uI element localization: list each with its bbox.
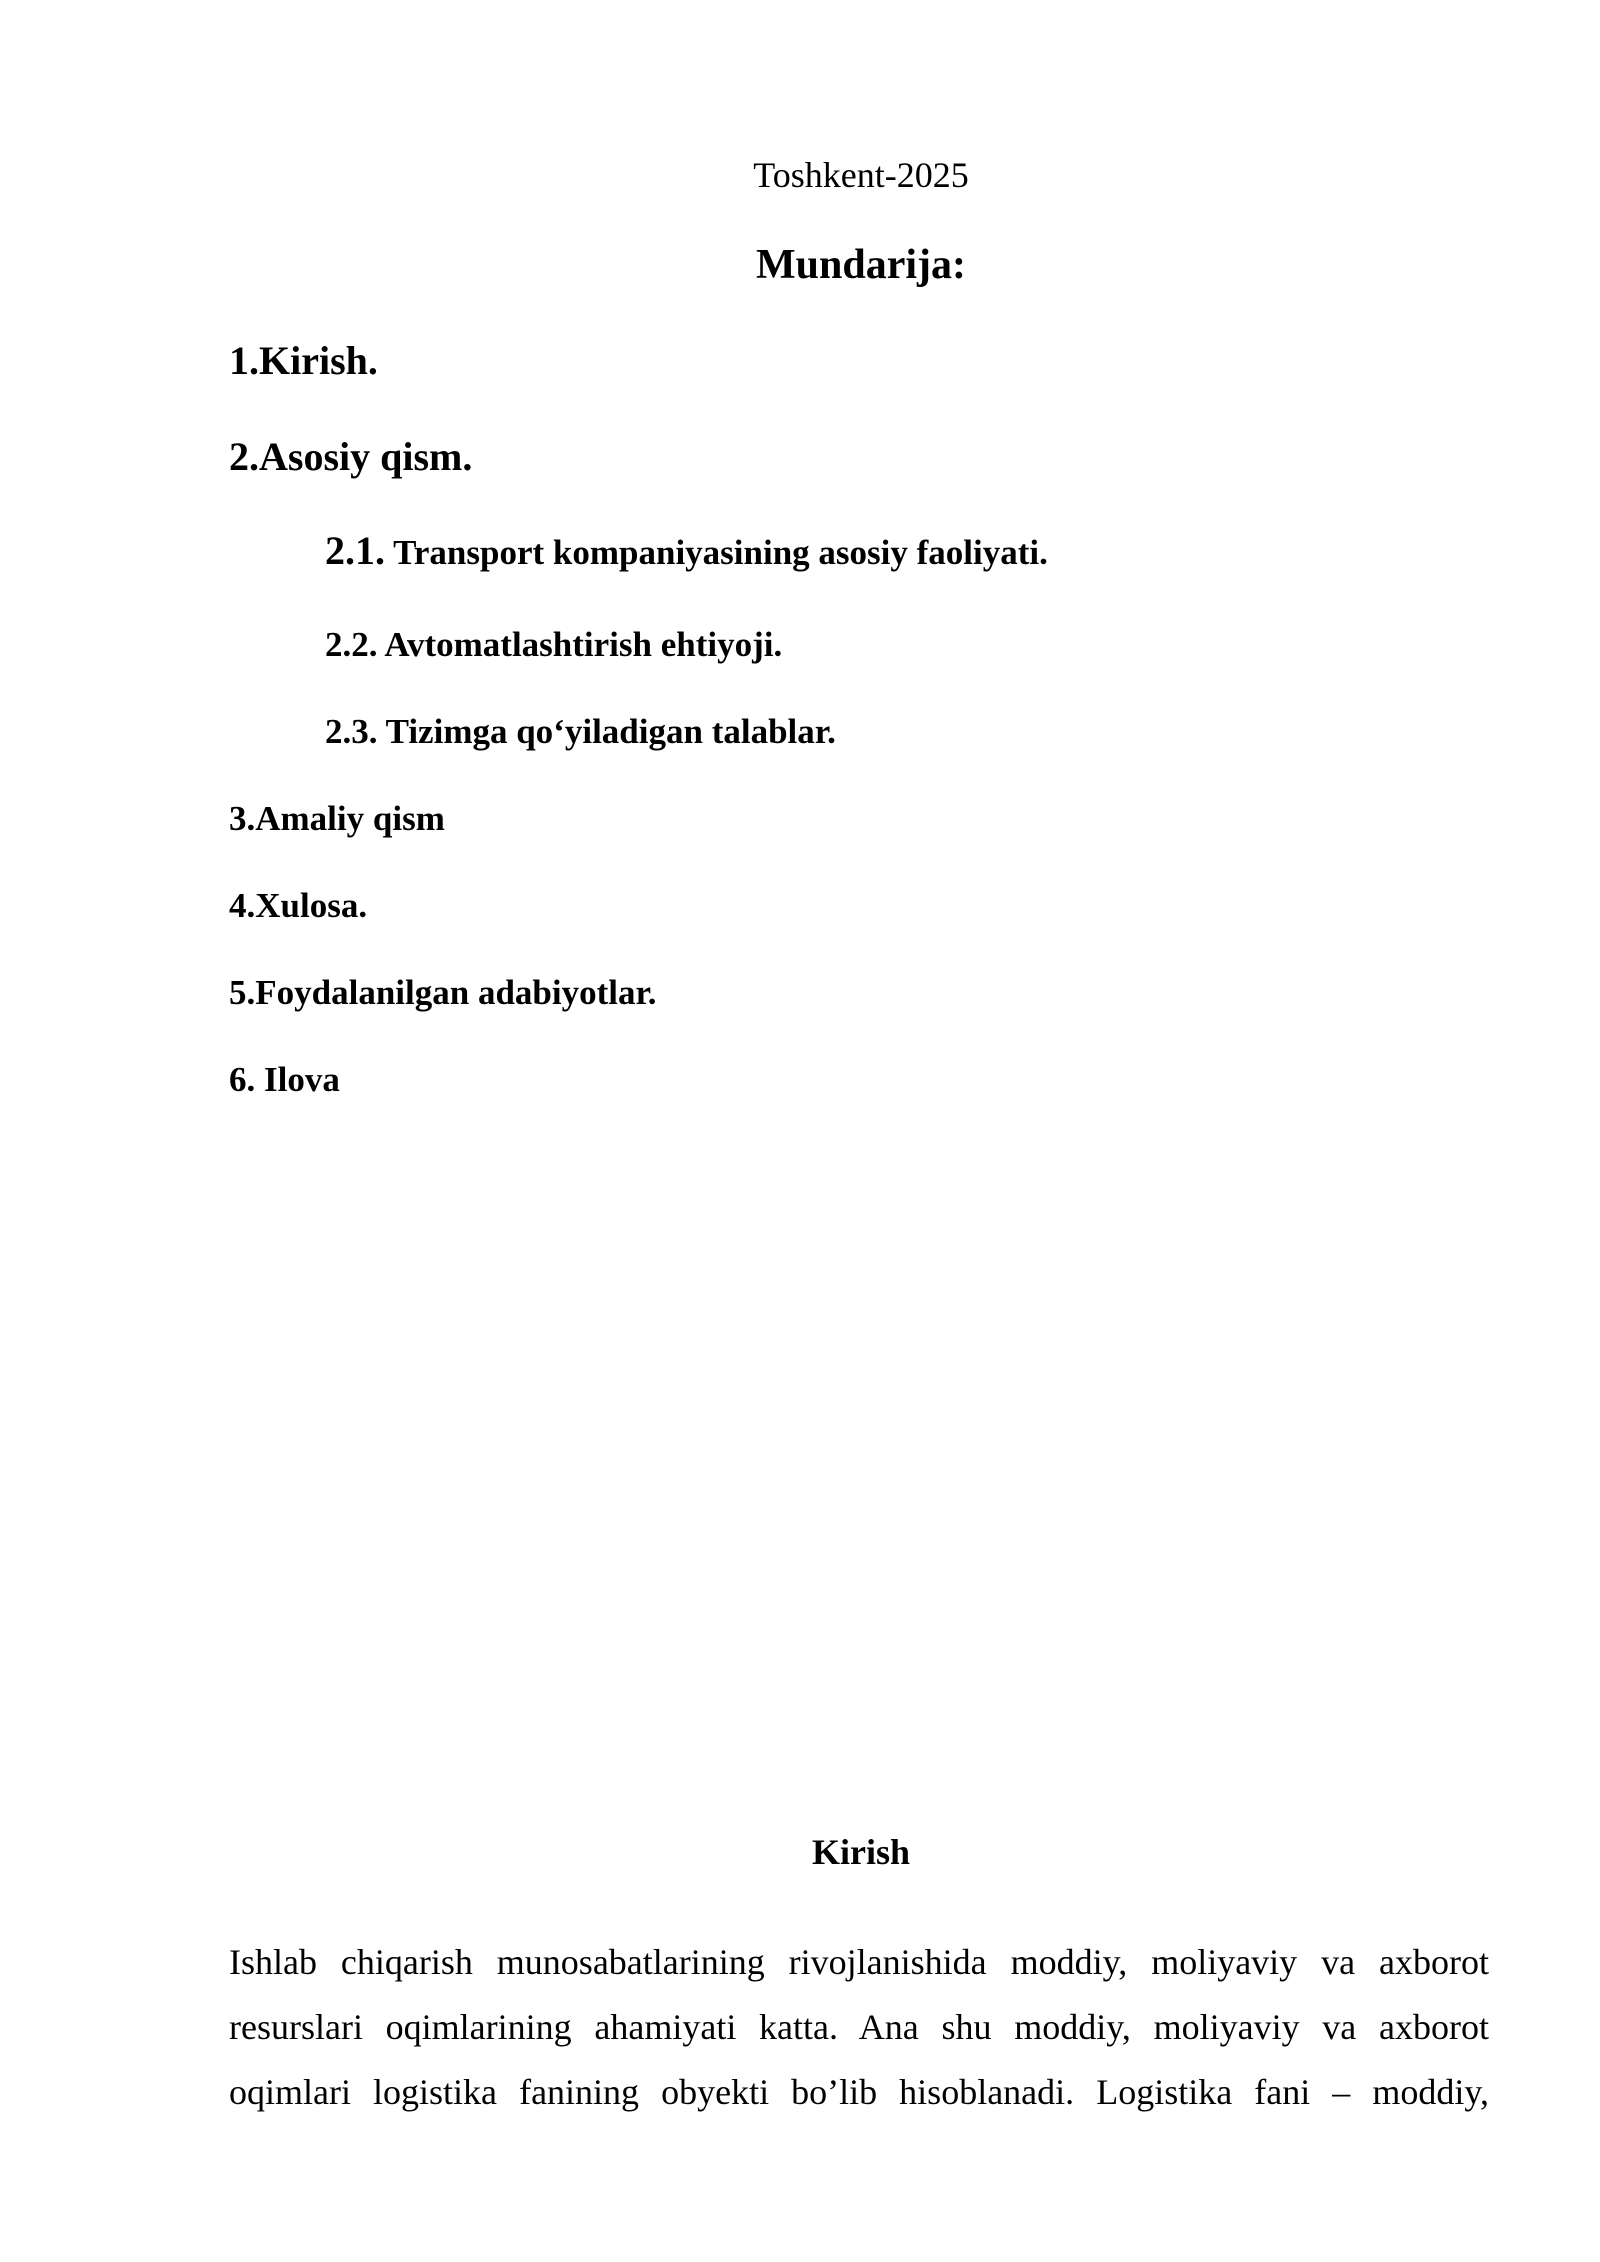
toc-entry-avtomatlashtirish: 2.2. Avtomatlashtirish ehtiyoji.	[325, 625, 783, 664]
toc-entry-number: 2.1.	[325, 528, 385, 573]
section-title-kirish: Kirish	[811, 1832, 910, 1872]
toc-entry-talablar: 2.3. Tizimga qo‘yiladigan talablar.	[325, 712, 836, 751]
toc-entry-ilova: 6. Ilova	[229, 1060, 340, 1099]
intro-paragraph: Ishlab chiqarish munosabatlarining rivojlanishida moddiy, moliyaviy va axborot resurslari oqimlarining ahamiyati katta. Ana shu moddiy, moliyaviy va axborot oqimlari logistika fanining obyekti bo’lib hisoblanadi. Logistika fani – moddiy,	[229, 1942, 1489, 2112]
city-year: Toshkent-2025	[753, 155, 969, 195]
toc-entry-xulosa: 4.Xulosa.	[229, 886, 368, 925]
toc-entry-label: Transport kompaniyasining asosiy faoliyati.	[385, 533, 1048, 572]
toc-title: Mundarija:	[756, 242, 966, 288]
toc-entry-adabiyotlar: 5.Foydalanilgan adabiyotlar.	[229, 973, 657, 1012]
toc-entry-asosiy-qism: 2.Asosiy qism.	[229, 434, 473, 479]
toc-entry-transport-kompaniya	[325, 530, 1048, 574]
toc-entry-kirish: 1.Kirish.	[229, 338, 378, 383]
toc-entry-amaliy-qism: 3.Amaliy qism	[229, 799, 445, 838]
